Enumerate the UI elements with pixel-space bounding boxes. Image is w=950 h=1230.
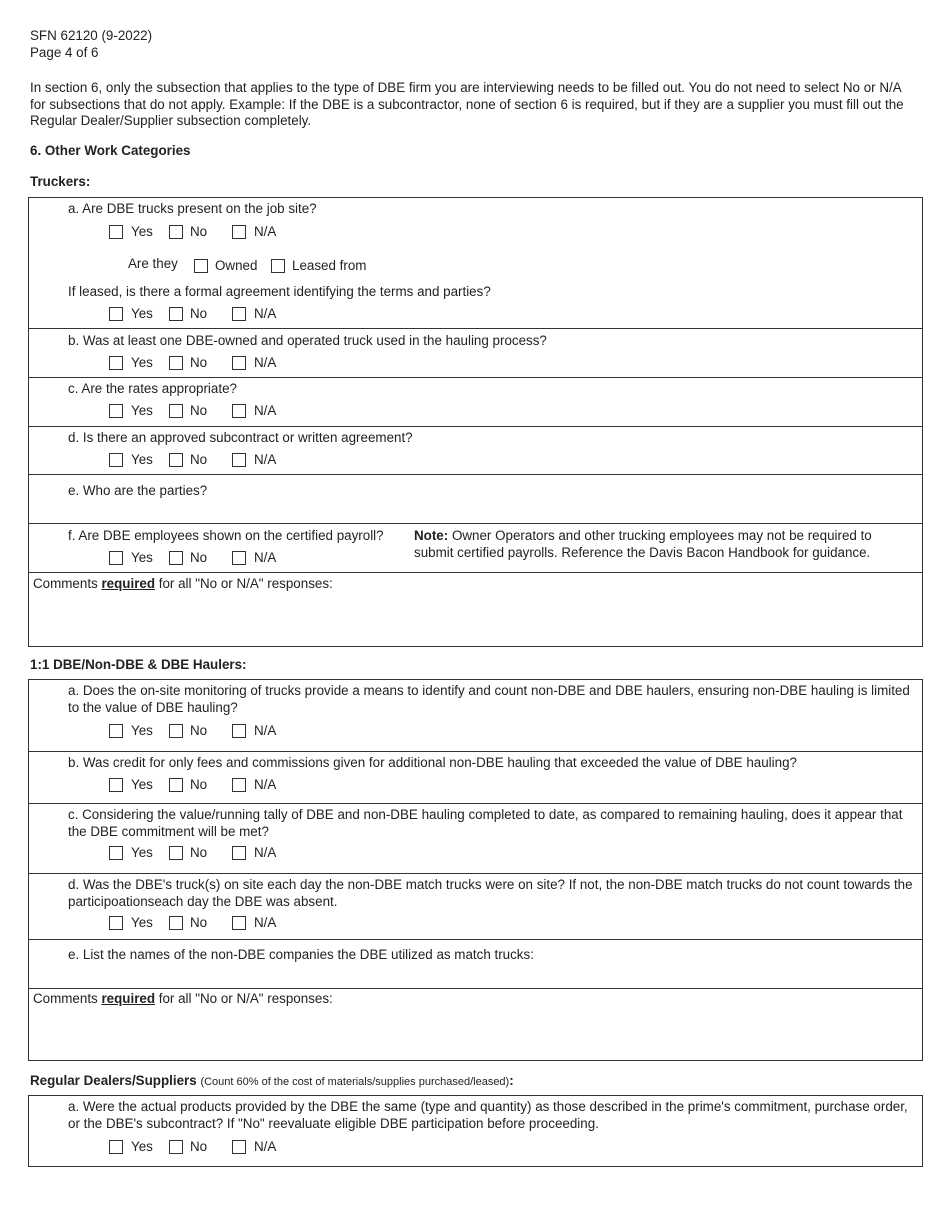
formal-agreement-yes-checkbox[interactable]: [109, 307, 123, 321]
option-label: No: [190, 1139, 208, 1154]
divider: [28, 426, 923, 427]
owned-checkbox[interactable]: [194, 259, 208, 273]
commitment-question: c. Considering the value/running tally of DBE and non-DBE hauling completed to date, as compared to remaining hauling, does it appear that the DBE commitment will be met?: [68, 807, 903, 839]
dbe-truck-used-question: b. Was at least one DBE-owned and operated truck used in the hauling process?: [68, 333, 547, 348]
comments-prefix: Comments: [33, 576, 102, 591]
products-no-checkbox[interactable]: [169, 1140, 183, 1154]
dbe-on-site-no-checkbox[interactable]: [169, 916, 183, 930]
option-label: No: [190, 845, 208, 860]
commitment-na-checkbox[interactable]: [232, 846, 246, 860]
trucks-present-no-checkbox[interactable]: [169, 225, 183, 239]
divider: [28, 328, 923, 329]
formal-agreement-question: If leased, is there a formal agreement identifying the terms and parties?: [68, 284, 491, 299]
rates-na-checkbox[interactable]: [232, 404, 246, 418]
option-label: Yes: [131, 403, 153, 418]
option-label: No: [190, 403, 208, 418]
formal-agreement-no-checkbox[interactable]: [169, 307, 183, 321]
option-label: No: [190, 306, 208, 321]
comments-prefix: Comments: [33, 991, 102, 1006]
option-label: N/A: [254, 550, 277, 565]
truckers-comments-label: [33, 576, 333, 592]
products-question: a. Were the actual products provided by the DBE the same (type and quantity) as those described in the prime's commitment, purchase order, or the DBE's subcontract? If "No" reevaluate eligible DBE participation before proceeding.: [68, 1099, 908, 1131]
monitoring-no-checkbox[interactable]: [169, 724, 183, 738]
trucks-present-yes-checkbox[interactable]: [109, 225, 123, 239]
option-label: No: [190, 452, 208, 467]
dbe-on-site-question: d. Was the DBE's truck(s) on site each day the non-DBE match trucks were on site? If not, the non-DBE match trucks do not count towards the participoationseach day the DBE was absent.: [68, 877, 913, 909]
dbe-on-site-yes-checkbox[interactable]: [109, 916, 123, 930]
dbe-truck-used-no-checkbox[interactable]: [169, 356, 183, 370]
option-label: No: [190, 915, 208, 930]
option-label: N/A: [254, 723, 277, 738]
option-label: Yes: [131, 355, 153, 370]
truckers-comments-field[interactable]: [30, 594, 920, 644]
certified-payroll-no-checkbox[interactable]: [169, 551, 183, 565]
suppliers-title: [30, 1073, 514, 1090]
monitoring-na-checkbox[interactable]: [232, 724, 246, 738]
suppliers-colon: :: [509, 1073, 514, 1088]
products-na-checkbox[interactable]: [232, 1140, 246, 1154]
divider: [28, 474, 923, 475]
subcontract-na-checkbox[interactable]: [232, 453, 246, 467]
option-label: No: [190, 777, 208, 792]
option-label: No: [190, 224, 208, 239]
haulers-title: 1:1 DBE/Non-DBE & DBE Haulers:: [30, 657, 247, 672]
divider: [28, 377, 923, 378]
comments-required: required: [101, 576, 156, 591]
credit-yes-checkbox[interactable]: [109, 778, 123, 792]
comments-suffix: for all "No or N/A" responses:: [155, 991, 333, 1006]
trucks-present-question: a. Are DBE trucks present on the job site?: [68, 201, 317, 216]
option-label: No: [190, 723, 208, 738]
certified-payroll-yes-checkbox[interactable]: [109, 551, 123, 565]
divider: [28, 572, 923, 573]
leased-from-checkbox[interactable]: [271, 259, 285, 273]
option-label: Yes: [131, 306, 153, 321]
certified-payroll-question: f. Are DBE employees shown on the certified payroll?: [68, 528, 384, 543]
note-text: Owner Operators and other trucking employees may not be required to submit certified payrolls. Reference the Davis Bacon Handbook for guidance.: [414, 528, 872, 560]
payroll-note: [414, 528, 914, 561]
divider: [28, 939, 923, 940]
option-label: Yes: [131, 915, 153, 930]
option-label: Yes: [131, 224, 153, 239]
trucks-present-na-checkbox[interactable]: [232, 225, 246, 239]
credit-no-checkbox[interactable]: [169, 778, 183, 792]
dbe-truck-used-yes-checkbox[interactable]: [109, 356, 123, 370]
option-label: No: [190, 355, 208, 370]
divider: [28, 988, 923, 989]
form-id: SFN 62120 (9-2022): [30, 28, 153, 43]
option-label: N/A: [254, 306, 277, 321]
divider: [28, 803, 923, 804]
divider: [28, 751, 923, 752]
certified-payroll-na-checkbox[interactable]: [232, 551, 246, 565]
credit-na-checkbox[interactable]: [232, 778, 246, 792]
parties-question: e. Who are the parties?: [68, 483, 208, 498]
option-label: N/A: [254, 403, 277, 418]
option-label: No: [190, 550, 208, 565]
monitoring-question: a. Does the on-site monitoring of trucks provide a means to identify and count non-DBE and DBE haulers, ensuring non-DBE hauling is limited to the value of DBE hauling?: [68, 683, 910, 715]
truckers-title: Truckers:: [30, 174, 91, 189]
comments-required: required: [101, 991, 156, 1006]
formal-agreement-na-checkbox[interactable]: [232, 307, 246, 321]
option-label: Yes: [131, 723, 153, 738]
comments-suffix: for all "No or N/A" responses:: [155, 576, 333, 591]
suppliers-subtitle: (Count 60% of the cost of materials/supplies purchased/leased): [200, 1076, 510, 1088]
option-label: N/A: [254, 845, 277, 860]
section-title: 6. Other Work Categories: [30, 143, 191, 158]
option-label: N/A: [254, 915, 277, 930]
intro-paragraph: In section 6, only the subsection that applies to the type of DBE firm you are interviewing needs to be filled out. You do not need to select No or N/A for subsections that do not apply. Example: If the DBE is a subcontractor, none of section 6 is required, but if they are a supplier you must fill out the Regular Dealer/Supplier subsection completely.: [30, 80, 904, 128]
owned-label: Owned: [215, 258, 258, 273]
rates-no-checkbox[interactable]: [169, 404, 183, 418]
commitment-no-checkbox[interactable]: [169, 846, 183, 860]
option-label: Yes: [131, 550, 153, 565]
page-number: Page 4 of 6: [30, 45, 99, 60]
divider: [28, 523, 923, 524]
products-yes-checkbox[interactable]: [109, 1140, 123, 1154]
option-label: N/A: [254, 452, 277, 467]
commitment-yes-checkbox[interactable]: [109, 846, 123, 860]
are-they-label: Are they: [128, 256, 178, 271]
subcontract-yes-checkbox[interactable]: [109, 453, 123, 467]
option-label: Yes: [131, 777, 153, 792]
rates-question: c. Are the rates appropriate?: [68, 381, 237, 396]
option-label: N/A: [254, 355, 277, 370]
leased-from-label: Leased from: [292, 258, 367, 273]
dbe-on-site-na-checkbox[interactable]: [232, 916, 246, 930]
option-label: N/A: [254, 777, 277, 792]
option-label: N/A: [254, 1139, 277, 1154]
option-label: Yes: [131, 452, 153, 467]
subcontract-no-checkbox[interactable]: [169, 453, 183, 467]
option-label: N/A: [254, 224, 277, 239]
subcontract-question: d. Is there an approved subcontract or written agreement?: [68, 430, 413, 445]
haulers-comments-field[interactable]: [30, 1009, 920, 1059]
option-label: Yes: [131, 845, 153, 860]
suppliers-title-text: Regular Dealers/Suppliers: [30, 1073, 197, 1088]
note-label: Note:: [414, 528, 449, 543]
divider: [28, 873, 923, 874]
match-trucks-question: e. List the names of the non-DBE companies the DBE utilized as match trucks:: [68, 947, 534, 962]
credit-question: b. Was credit for only fees and commissions given for additional non-DBE hauling that exceeded the value of DBE hauling?: [68, 755, 797, 770]
haulers-comments-label: [33, 991, 333, 1007]
rates-yes-checkbox[interactable]: [109, 404, 123, 418]
dbe-truck-used-na-checkbox[interactable]: [232, 356, 246, 370]
option-label: Yes: [131, 1139, 153, 1154]
monitoring-yes-checkbox[interactable]: [109, 724, 123, 738]
